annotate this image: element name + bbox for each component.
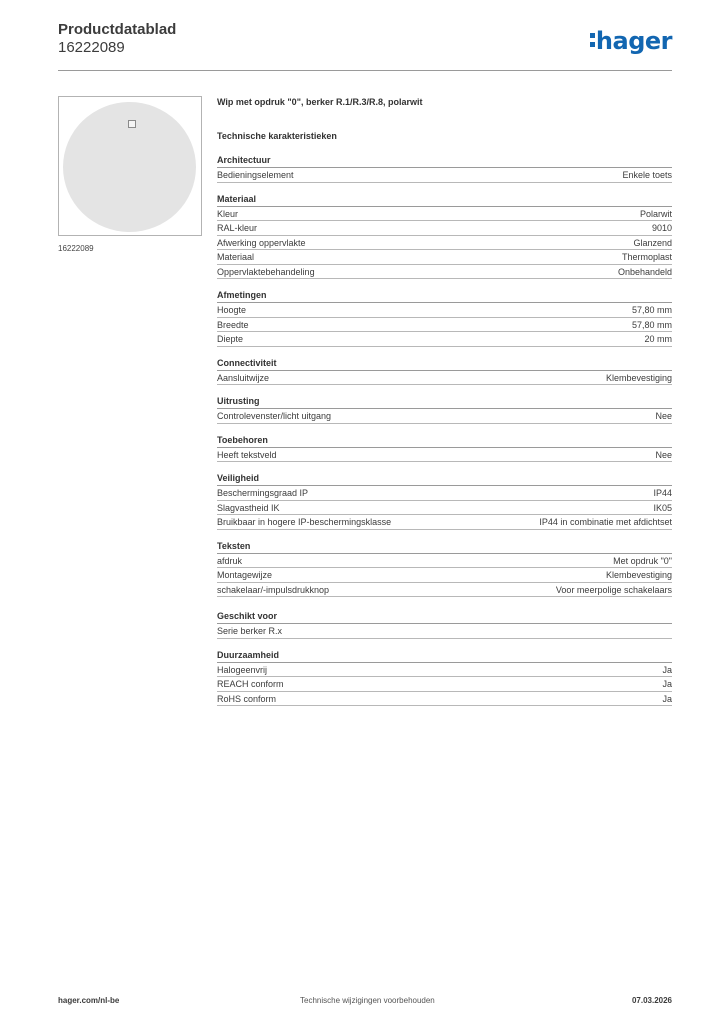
spec-row — [217, 624, 672, 639]
spec-value: Onbehandeld — [617, 266, 672, 277]
technical-characteristics-title: Technische karakteristieken — [217, 131, 337, 141]
spec-value: Klembevestiging — [605, 570, 672, 580]
spec-value: Ja — [662, 693, 672, 704]
logo-text: hager — [595, 27, 672, 55]
spec-label: RAL-kleur — [217, 223, 258, 233]
spec-value: Enkele toets — [622, 170, 672, 180]
spec-section — [217, 289, 672, 347]
spec-label: Aansluitwijze — [217, 372, 270, 383]
spec-row — [217, 448, 672, 463]
hager-logo — [590, 27, 672, 55]
spec-section — [217, 610, 672, 639]
spec-value: Nee — [655, 449, 672, 460]
image-caption: 16222089 — [58, 244, 94, 253]
spec-value: Ja — [662, 664, 672, 675]
spec-section — [217, 357, 672, 386]
spec-row — [217, 501, 672, 516]
document-header — [58, 20, 672, 71]
document-title: Productdatablad — [58, 21, 177, 38]
spec-row — [217, 318, 672, 333]
spec-value: 9010 — [651, 223, 672, 233]
section-title: Architectuur — [217, 154, 672, 168]
spec-row — [217, 409, 672, 424]
spec-value: IP44 — [653, 488, 672, 498]
spec-label: Oppervlaktebehandeling — [217, 266, 315, 277]
spec-value: Nee — [655, 411, 672, 421]
spec-row — [217, 236, 672, 251]
spec-label: Serie berker R.x — [217, 626, 283, 636]
spec-section — [217, 395, 672, 424]
spec-value: IP44 in combinatie met afdichtset — [539, 517, 672, 527]
spec-label: RoHS conform — [217, 693, 277, 704]
section-title: Toebehoren — [217, 434, 672, 448]
section-title: Materiaal — [217, 193, 672, 207]
spec-value: Klembevestiging — [605, 372, 672, 383]
section-title: Geschikt voor — [217, 610, 672, 624]
spec-value: Thermoplast — [621, 252, 672, 262]
spec-label: Bruikbaar in hogere IP-beschermingsklasse — [217, 517, 392, 527]
spec-row — [217, 677, 672, 692]
spec-value: Voor meerpolige schakelaars — [555, 584, 672, 595]
spec-row — [217, 303, 672, 318]
spec-label: Montagewijze — [217, 570, 273, 580]
spec-value: Glanzend — [633, 237, 672, 248]
spec-label: REACH conform — [217, 679, 284, 689]
footer-disclaimer: Technische wijzigingen voorbehouden — [300, 996, 435, 1005]
spec-label: Beschermingsgraad IP — [217, 488, 309, 498]
spec-label: Slagvastheid IK — [217, 502, 280, 513]
spec-row — [217, 168, 672, 183]
spec-label: Heeft tekstveld — [217, 449, 277, 460]
spec-label: Afwerking oppervlakte — [217, 237, 306, 248]
section-title: Connectiviteit — [217, 357, 672, 371]
section-title: Afmetingen — [217, 289, 672, 303]
spec-row — [217, 663, 672, 678]
spec-row — [217, 371, 672, 386]
spec-section — [217, 154, 672, 183]
spec-value: 20 mm — [644, 334, 672, 344]
spec-content — [217, 96, 672, 716]
section-title: Veiligheid — [217, 472, 672, 486]
spec-row — [217, 515, 672, 530]
spec-row — [217, 250, 672, 265]
spec-section — [217, 540, 672, 598]
spec-label: Kleur — [217, 208, 239, 219]
spec-label: Halogeenvrij — [217, 664, 268, 675]
product-number: 16222089 — [58, 39, 125, 56]
product-description: Wip met opdruk "0", berker R.1/R.3/R.8, polarwit — [217, 97, 423, 107]
indicator-square-icon — [128, 120, 136, 128]
section-title: Teksten — [217, 540, 672, 554]
footer-website: hager.com/nl-be — [58, 996, 120, 1005]
spec-row — [217, 692, 672, 707]
spec-section — [217, 649, 672, 707]
footer-date: 07.03.2026 — [631, 996, 672, 1005]
spec-row — [217, 265, 672, 280]
spec-row — [217, 568, 672, 583]
product-image — [58, 96, 202, 236]
spec-row — [217, 554, 672, 569]
spec-row — [217, 221, 672, 236]
spec-label: afdruk — [217, 555, 243, 566]
spec-section — [217, 193, 672, 280]
logo-dots-icon — [590, 33, 595, 47]
spec-value: 57,80 mm — [631, 319, 672, 330]
spec-row — [217, 332, 672, 347]
section-title: Uitrusting — [217, 395, 672, 409]
spec-label: Hoogte — [217, 305, 247, 315]
spec-value: Ja — [662, 679, 672, 689]
spec-value: 57,80 mm — [631, 305, 672, 315]
spec-value: Met opdruk "0" — [613, 555, 672, 566]
rocker-switch-illustration — [63, 102, 196, 232]
section-title: Duurzaamheid — [217, 649, 672, 663]
spec-label: schakelaar/-impulsdrukknop — [217, 584, 330, 595]
spec-row — [217, 583, 672, 598]
spec-label: Breedte — [217, 319, 249, 330]
spec-section — [217, 472, 672, 530]
spec-sections — [217, 154, 672, 706]
spec-value: IK05 — [653, 502, 672, 513]
spec-label: Materiaal — [217, 252, 255, 262]
spec-row — [217, 486, 672, 501]
spec-label: Bedieningselement — [217, 170, 294, 180]
spec-row — [217, 207, 672, 222]
spec-label: Controlevenster/licht uitgang — [217, 411, 332, 421]
spec-value: Polarwit — [639, 208, 672, 219]
spec-label: Diepte — [217, 334, 244, 344]
spec-section — [217, 434, 672, 463]
